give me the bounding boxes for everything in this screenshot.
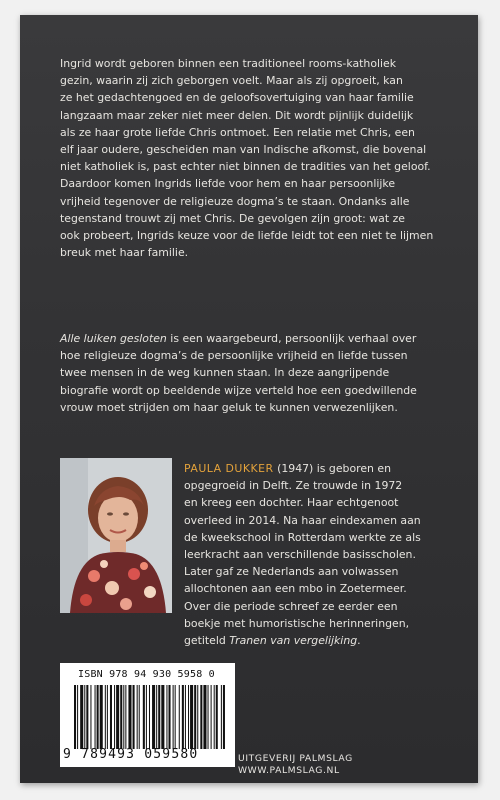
publisher-name: UITGEVERIJ PALMSLAG (238, 753, 353, 764)
barcode-bar (86, 685, 88, 749)
blurb-paragraph-1 (60, 55, 450, 261)
barcode-bar (185, 685, 186, 749)
publisher-info (238, 753, 353, 777)
author-portrait-image (60, 458, 172, 613)
barcode-bar (120, 685, 122, 749)
barcode-bar (74, 685, 76, 749)
barcode-bar (80, 685, 83, 749)
ean-digits: 9 789493 059580 (63, 747, 199, 762)
barcode-bar (194, 685, 196, 749)
blurb-text-2: is een waargebeurd, persoonlijk verhaal over hoe religieuze dogma’s de persoonlijke vrijheid en liefde tussen twee mensen in de weg kunnen staan. In deze aangrijpende biografie wordt op beeldende wijze verteld hoe een goedwillende vrouw moet strijden om haar geluk te kunnen verwezenlijken. (60, 332, 417, 414)
barcode-bar (149, 685, 150, 749)
earlier-book-title: Tranen van vergelijking (229, 634, 358, 648)
barcode-bar (182, 685, 184, 749)
barcode-bar (97, 685, 99, 749)
author-photo (60, 458, 172, 613)
barcode-bar (107, 685, 108, 749)
barcode-bar (143, 685, 145, 749)
blurb-text-1: Ingrid wordt geboren binnen een traditioneel rooms-katholiek gezin, waarin zij zich geborgen voelt. Maar als zij opgroeit, kan ze het gedachtengoed en de geloofsovertuiging van haar familie langzaam maar zeker niet meer delen. Dit wordt pijnlijk duidelijk als ze haar grote liefde Chris ontmoet. Een relatie met Chris, een elf jaar oudere, gescheiden man van Indische afkomst, die bovenal niet katholiek is, past echter niet binnen de tradities van het geloof. Daardoor komen Ingrids liefde voor hem en haar persoonlijke vrijheid tegenover de religieuze dogma’s te staan. Ondanks alle tegenstand trouwt zij met Chris. De gevolgen zijn groot: wat ze ook probeert, Ingrids keuze voor de liefde leidt tot een niet te lijmen breuk met haar familie. (60, 57, 434, 260)
barcode-bar (114, 685, 115, 749)
isbn-label: ISBN 978 94 930 5958 0 (78, 669, 215, 680)
blurb-paragraph-2 (60, 330, 450, 416)
barcode-bar (203, 685, 206, 749)
barcode-bar (105, 685, 106, 749)
book-back-cover (20, 15, 478, 783)
barcode-bar (221, 685, 222, 749)
barcode-bar (123, 685, 124, 749)
barcode-bar (211, 685, 212, 749)
barcode-bar (188, 685, 189, 749)
barcode-bar (139, 685, 140, 749)
barcode-bar (77, 685, 78, 749)
barcode-bar (110, 685, 112, 749)
author-bio (184, 460, 459, 649)
barcode-bar (173, 685, 174, 749)
barcode-bar (197, 685, 198, 749)
barcode-box (60, 663, 235, 767)
barcode-bars (74, 685, 226, 749)
barcode-bar (208, 685, 209, 749)
barcode-bar (125, 685, 126, 749)
barcode-bar (156, 685, 157, 749)
barcode-bar (158, 685, 160, 749)
barcode-bar (152, 685, 155, 749)
barcode-bar (95, 685, 96, 749)
barcode-bar (161, 685, 164, 749)
barcode-bar (137, 685, 138, 749)
barcode-bar (200, 685, 202, 749)
barcode-bar (166, 685, 167, 749)
barcode-bar (214, 685, 215, 749)
bio-end: . (357, 634, 361, 648)
barcode-bar (179, 685, 180, 749)
author-name: PAULA DUKKER (184, 462, 274, 475)
barcode-bar (84, 685, 85, 749)
barcode-bar (100, 685, 103, 749)
barcode-bar (128, 685, 131, 749)
barcode-bar (133, 685, 135, 749)
book-title: Alle luiken gesloten (60, 332, 167, 345)
author-bio-text: (1947) is geboren en opgegroeid in Delft. Ze trouwde in 1972 en kreeg een dochter. Haar echtgenoot overleed in 2014. Na haar eindexamen aan de kweekschool in Rotterdam werkte ze als leerkracht aan verschillende basisscholen. Later gaf ze Nederlands aan volwassen allochtonen aan een mbo in Zoetermeer. Over die periode schreef ze eerder een boekje met humoristische herinneringen, getiteld (184, 462, 421, 648)
barcode-bar (223, 685, 225, 749)
barcode-bar (216, 685, 218, 749)
barcode-bar (175, 685, 176, 749)
barcode-bar (146, 685, 147, 749)
barcode-bar (168, 685, 170, 749)
barcode-bar (190, 685, 193, 749)
barcode-bar (116, 685, 119, 749)
barcode-bar (90, 685, 91, 749)
publisher-url: WWW.PALMSLAG.NL (238, 765, 340, 776)
